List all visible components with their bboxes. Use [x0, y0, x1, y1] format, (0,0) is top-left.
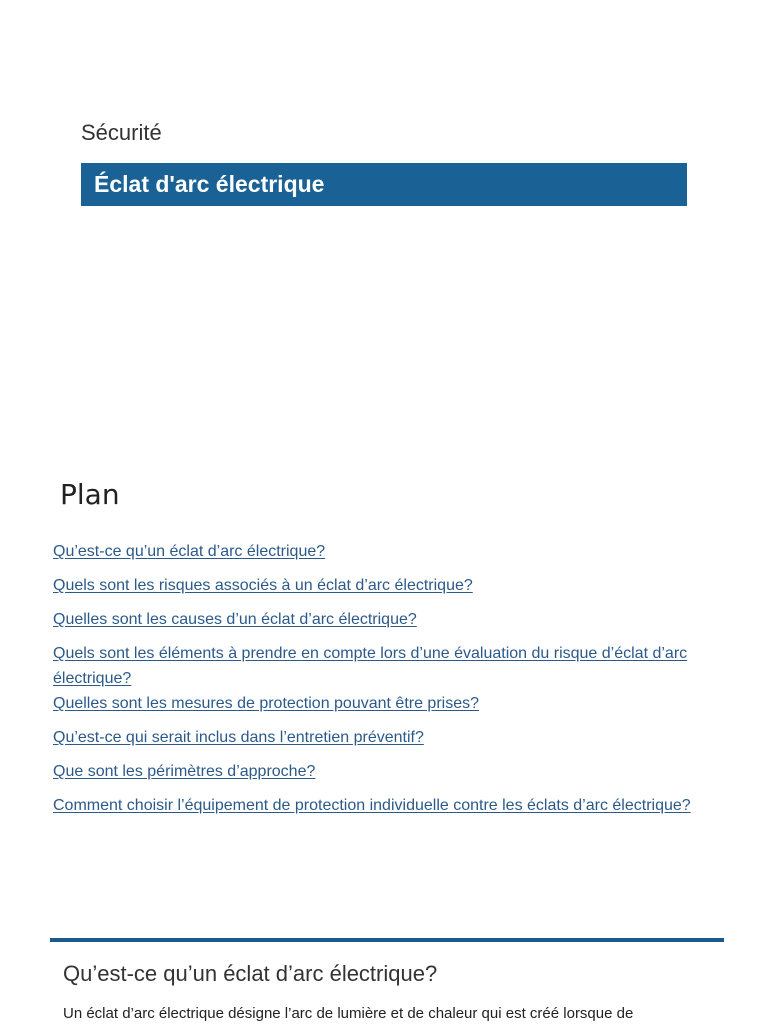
toc-item	[53, 641, 713, 691]
toc-item	[53, 607, 713, 632]
section-divider	[50, 938, 724, 942]
toc-link-risks[interactable]: Quels sont les risques associés à un éclat d’arc électrique?	[53, 577, 473, 594]
toc-link-risk-assessment[interactable]: Quels sont les éléments à prendre en compte lors d’une évaluation du risque d’éclat d’arc électrique?	[53, 645, 688, 687]
toc-link-approach-boundaries[interactable]: Que sont les périmètres d’approche?	[53, 763, 316, 780]
toc-link-ppe[interactable]: Comment choisir l’équipement de protection individuelle contre les éclats d’arc électrique?	[53, 797, 691, 814]
page-title: Éclat d'arc électrique	[94, 171, 325, 197]
section-heading: Qu’est-ce qu’un éclat d’arc électrique?	[63, 961, 438, 986]
section-body-text: Un éclat d’arc électrique désigne l’arc de lumière et de chaleur qui est créé lorsque de	[63, 1005, 634, 1022]
toc-link-protection-measures[interactable]: Quelles sont les mesures de protection pouvant être prises?	[53, 695, 480, 712]
plan-heading: Plan	[60, 478, 120, 511]
toc-link-what-is-arc-flash[interactable]: Qu’est-ce qu’un éclat d’arc électrique?	[53, 543, 326, 560]
page-title-bar	[81, 163, 687, 206]
toc-link-causes[interactable]: Quelles sont les causes d’un éclat d’arc électrique?	[53, 611, 417, 628]
toc-item	[53, 759, 713, 784]
toc-item	[53, 539, 713, 564]
toc-item	[53, 573, 713, 598]
table-of-contents	[53, 539, 713, 818]
category-label: Sécurité	[81, 120, 162, 145]
toc-item	[53, 793, 713, 818]
toc-item	[53, 691, 713, 716]
toc-link-preventive-maintenance[interactable]: Qu’est-ce qui serait inclus dans l’entretien préventif?	[53, 729, 424, 746]
toc-item	[53, 725, 713, 750]
